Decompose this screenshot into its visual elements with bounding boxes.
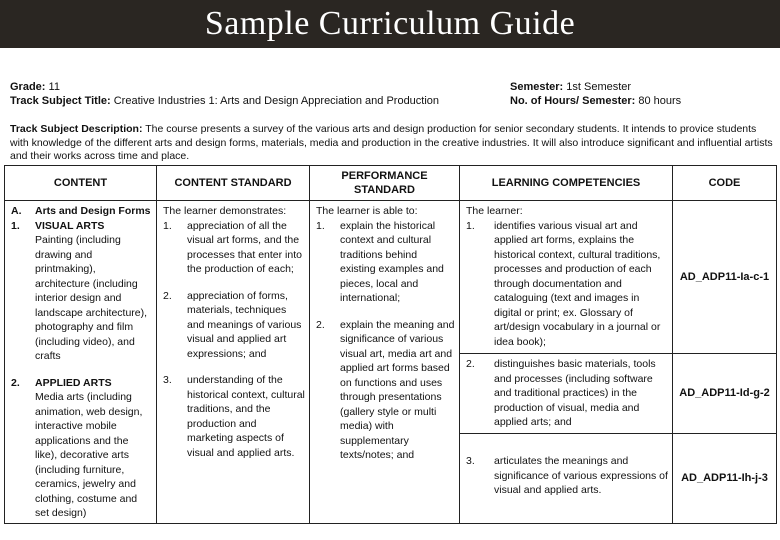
header-content-standard: CONTENT STANDARD (157, 166, 310, 201)
competency-num: 2. (466, 358, 475, 371)
semester-value: 1st Semester (566, 81, 632, 93)
content-standard-cell (157, 201, 310, 524)
content-heading: Arts and Design Forms (35, 205, 151, 217)
content-item1-title: VISUAL ARTS (35, 219, 105, 232)
content-cell (5, 201, 157, 524)
hours-value: 80 hours (638, 95, 682, 107)
track-title-label: Track Subject Title: (10, 95, 111, 107)
performance-standard-intro: The learner is able to: (316, 205, 418, 217)
content-item1-num: 1. (11, 219, 20, 232)
code-cell-2 (673, 354, 777, 434)
page-title: Sample Curriculum Guide (204, 5, 576, 42)
header-learning-competencies: LEARNING COMPETENCIES (460, 166, 673, 201)
code-cell-1 (673, 201, 777, 354)
header-code: CODE (673, 166, 777, 201)
content-standard-intro: The learner demonstrates: (163, 205, 287, 217)
competency-code: AD_ADP11-Ih-j-3 (681, 472, 768, 485)
description-text: The course presents a survey of the various arts and design production for senior secondary students. It intends to provice students with knowledge of the different arts and design forms, materials, media and production in the creative industries. It will also introduce significant and influential artists and their works across time and place. (10, 123, 773, 162)
grade-value: 11 (48, 81, 60, 93)
ps-item-text: explain the historical context and cultural traditions behind existing examples and pieces, local and international; (340, 219, 444, 304)
hours-line (510, 94, 681, 108)
description-label: Track Subject Description: (10, 123, 143, 135)
header-performance-standard: PERFORMANCE STANDARD (310, 166, 460, 201)
competency-text: distinguishes basic materials, tools and processes (including software and traditional practices) in the production of visual, media and applied arts; and (494, 358, 656, 429)
grade-label: Grade: (10, 81, 46, 93)
cs-item-num: 2. (163, 289, 172, 302)
header-content: CONTENT (5, 166, 157, 201)
competency-text: identifies various visual art and applied art forms, explains the historical context, cultural traditions, processes and production of each through documentation and cataloguing (text and images in digital or print; ex. Glossary of art/design vocabulary in a journal or idea book); (494, 219, 661, 348)
content-item1-text: Painting (including drawing and printmaking), architecture (including interior design and landscape architecture), photography and film (including video), and crafts (35, 234, 148, 362)
performance-standard-cell (310, 201, 460, 524)
semester-label: Semester: (510, 81, 564, 93)
table-row (5, 201, 777, 354)
competency-code: AD_ADP11-Ia-c-1 (679, 270, 770, 283)
title-banner (0, 0, 780, 48)
track-description (10, 123, 775, 164)
ps-item-text: explain the meaning and significance of various visual art, media art and applied art forms based on functions and uses through presentations (gallery style or multi media) with supplementary texts/notes; and (340, 318, 455, 461)
ps-item-num: 1. (316, 219, 325, 232)
cs-item-num: 3. (163, 374, 172, 386)
content-item2-text: Media arts (including animation, web design, interactive mobile applications and the like), decorative arts (including furniture, ceramics, jewelry and clothing, costume and set design) (35, 391, 143, 519)
hours-label: No. of Hours/ Semester: (510, 95, 636, 107)
grade-line (10, 80, 60, 94)
competency-text: articulates the meanings and significance of various expressions of visual and applied arts. (494, 455, 668, 497)
cs-item-num: 1. (163, 219, 172, 232)
competency-cell-1 (460, 201, 673, 354)
ps-item-num: 2. (316, 318, 325, 331)
cs-item-text: understanding of the historical context, cultural traditions, and the production and marketing aspects of visual and applied arts. (187, 374, 305, 459)
content-item2-title: APPLIED ARTS (35, 376, 112, 389)
competency-num: 1. (466, 219, 475, 232)
semester-line (510, 80, 631, 94)
competency-cell-3 (460, 434, 673, 523)
content-item2-num: 2. (11, 376, 20, 389)
track-title-line (10, 94, 439, 108)
cs-item-text: appreciation of all the visual art forms, and the processes that enter into the production of each; (187, 219, 302, 275)
competency-num: 3. (466, 455, 475, 468)
competency-cell-2 (460, 354, 673, 434)
table-header-row (5, 166, 777, 201)
track-title-value: Creative Industries 1: Arts and Design Appreciation and Production (113, 95, 440, 107)
cs-item-text: appreciation of forms, materials, techniques and meanings of various visual and applied art expressions; and (187, 289, 302, 360)
code-cell-3 (673, 434, 777, 523)
content-heading-letter: A. (11, 205, 22, 217)
curriculum-table (4, 165, 777, 524)
competency-code: AD_ADP11-Id-g-2 (679, 387, 770, 400)
competency-intro: The learner: (466, 205, 523, 217)
